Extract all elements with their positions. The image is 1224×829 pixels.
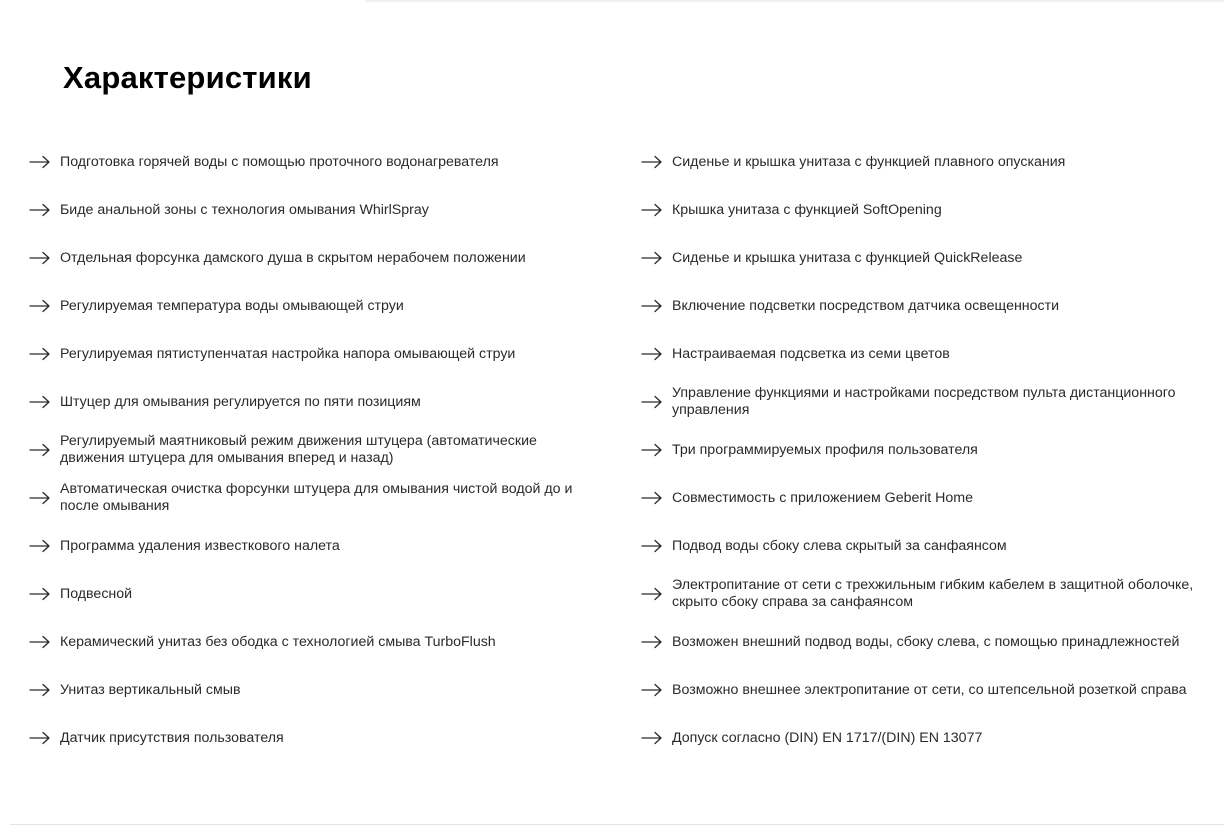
feature-item <box>641 282 1216 330</box>
feature-text: Сиденье и крышка унитаза с функцией QuickRelease <box>672 249 1023 266</box>
feature-text: Программа удаления известкового налета <box>60 537 340 554</box>
feature-text: Три программируемых профиля пользователя <box>672 441 978 458</box>
feature-text: Допуск согласно (DIN) EN 1717/(DIN) EN 13077 <box>672 729 983 746</box>
feature-text: Регулируемая температура воды омывающей струи <box>60 297 404 314</box>
arrow-right-icon <box>641 251 663 265</box>
feature-item <box>641 186 1216 234</box>
feature-item <box>29 570 589 618</box>
feature-text: Возможно внешнее электропитание от сети, со штепсельной розеткой справа <box>672 681 1187 698</box>
arrow-right-icon <box>29 251 51 265</box>
bottom-divider <box>10 824 1224 825</box>
arrow-right-icon <box>641 539 663 553</box>
feature-item <box>29 138 589 186</box>
feature-item <box>641 234 1216 282</box>
arrow-right-icon <box>29 635 51 649</box>
arrow-right-icon <box>641 635 663 649</box>
feature-text: Электропитание от сети с трехжильным гибким кабелем в защитной оболочке, скрыто сбоку справа за санфаянсом <box>672 577 1194 610</box>
feature-item <box>29 714 589 762</box>
features-list-right <box>641 138 1216 762</box>
feature-text: Подвод воды сбоку слева скрытый за санфаянсом <box>672 537 1007 554</box>
arrow-right-icon <box>29 155 51 169</box>
arrow-right-icon <box>641 203 663 217</box>
arrow-right-icon <box>29 683 51 697</box>
feature-text: Сиденье и крышка унитаза с функцией плавного опускания <box>672 153 1066 170</box>
feature-text: Управление функциями и настройками посредством пульта дистанционного управления <box>672 385 1176 418</box>
feature-text: Включение подсветки посредством датчика освещенности <box>672 297 1060 314</box>
feature-text: Подвесной <box>60 585 133 602</box>
feature-item <box>29 234 589 282</box>
arrow-right-icon <box>29 443 51 457</box>
feature-item <box>641 618 1216 666</box>
feature-item <box>29 666 589 714</box>
arrow-right-icon <box>641 299 663 313</box>
feature-item <box>641 378 1216 426</box>
section-title: Характеристики <box>63 60 312 95</box>
feature-item <box>29 522 589 570</box>
feature-text: Биде анальной зоны с технология омывания WhirlSpray <box>60 201 429 218</box>
feature-text: Регулируемый маятниковый режим движения штуцера (автоматические движения штуцера для омывания вперед и назад) <box>60 433 537 466</box>
feature-text: Датчик присутствия пользователя <box>60 729 284 746</box>
arrow-right-icon <box>641 587 663 601</box>
arrow-right-icon <box>29 731 51 745</box>
feature-text: Керамический унитаз без ободка с технологией смыва TurboFlush <box>60 633 496 650</box>
arrow-right-icon <box>641 395 663 409</box>
arrow-right-icon <box>29 203 51 217</box>
feature-item <box>641 522 1216 570</box>
feature-item <box>29 330 589 378</box>
features-list-left <box>29 138 589 762</box>
arrow-right-icon <box>29 539 51 553</box>
arrow-right-icon <box>641 155 663 169</box>
feature-item <box>29 378 589 426</box>
arrow-right-icon <box>29 395 51 409</box>
feature-text: Регулируемая пятиступенчатая настройка напора омывающей струи <box>60 345 516 362</box>
feature-item <box>641 570 1216 618</box>
arrow-right-icon <box>29 587 51 601</box>
feature-text: Унитаз вертикальный смыв <box>60 681 241 698</box>
feature-item <box>641 666 1216 714</box>
feature-item <box>641 138 1216 186</box>
feature-item <box>29 618 589 666</box>
feature-text: Возможен внешний подвод воды, сбоку слева, с помощью принадлежностей <box>672 633 1180 650</box>
feature-item <box>29 186 589 234</box>
feature-item <box>641 426 1216 474</box>
feature-text: Подготовка горячей воды с помощью проточного водонагревателя <box>60 153 499 170</box>
feature-item <box>29 474 589 522</box>
arrow-right-icon <box>641 683 663 697</box>
feature-text: Совместимость с приложением Geberit Home <box>672 489 973 506</box>
feature-item <box>29 282 589 330</box>
feature-text: Штуцер для омывания регулируется по пяти позициям <box>60 393 421 410</box>
arrow-right-icon <box>641 731 663 745</box>
feature-text: Настраиваемая подсветка из семи цветов <box>672 345 950 362</box>
feature-item <box>641 330 1216 378</box>
feature-item <box>641 474 1216 522</box>
feature-text: Автоматическая очистка форсунки штуцера для омывания чистой водой до и после омывания <box>60 481 573 514</box>
top-divider <box>365 0 1224 2</box>
feature-text: Крышка унитаза с функцией SoftOpening <box>672 201 942 218</box>
arrow-right-icon <box>641 491 663 505</box>
feature-text: Отдельная форсунка дамского душа в скрытом нерабочем положении <box>60 249 526 266</box>
arrow-right-icon <box>29 299 51 313</box>
arrow-right-icon <box>29 491 51 505</box>
arrow-right-icon <box>641 443 663 457</box>
arrow-right-icon <box>29 347 51 361</box>
arrow-right-icon <box>641 347 663 361</box>
feature-item <box>641 714 1216 762</box>
feature-item <box>29 426 589 474</box>
